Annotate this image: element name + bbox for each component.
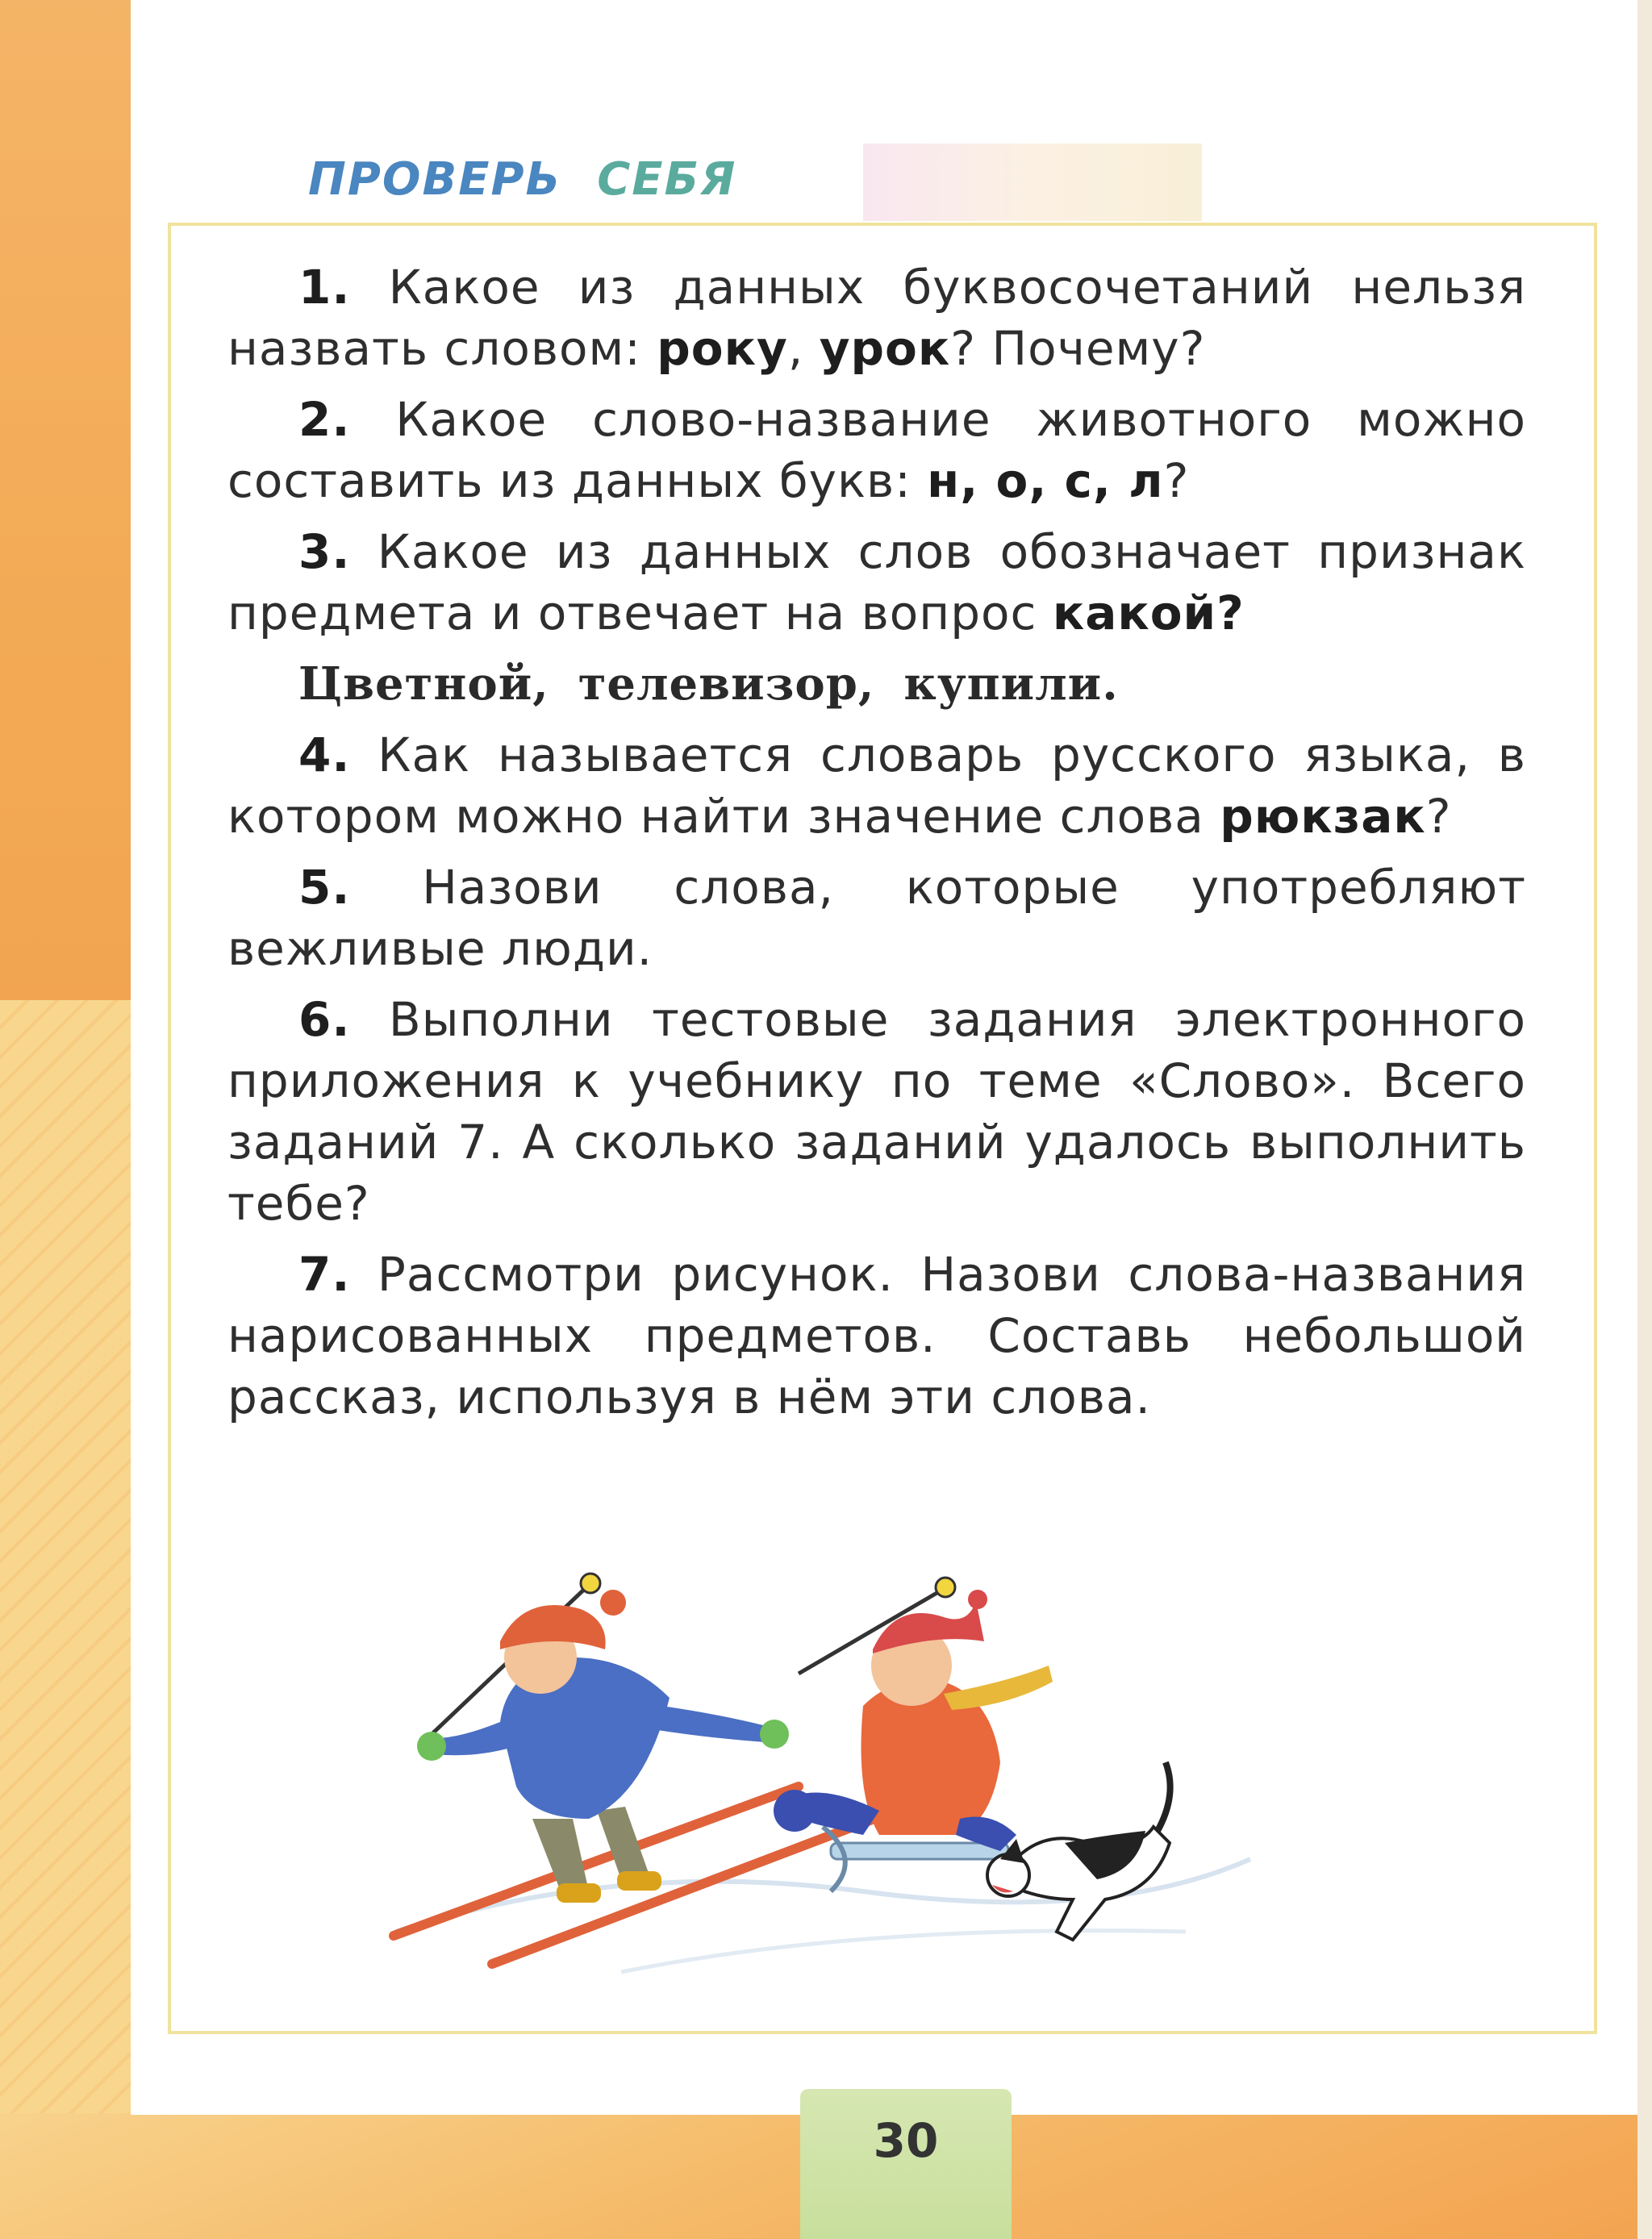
pole-top-icon <box>581 1574 600 1593</box>
question-7: 7. Рассмотри рисунок. Назови слова-названия нарисованных предметов. Составь небольшой рассказ, используя в нём эти слова. <box>227 1247 1526 1424</box>
word-item: Цветной, <box>298 657 549 711</box>
section-heading <box>308 153 736 210</box>
word-item: телевизор, <box>578 657 875 711</box>
left-margin-pattern <box>0 1000 137 2239</box>
question-2: 2. Какое слово-название животного можно составить из данных букв: н, о, с, л? <box>227 392 1526 508</box>
word-list <box>298 653 1526 715</box>
question-number: 1. <box>298 260 351 315</box>
snow-line <box>621 1931 1186 1972</box>
question-3: 3. Какое из данных слов обозначает признак предмета и отвечает на вопрос какой? <box>227 524 1526 640</box>
question-number: 5. <box>298 860 351 915</box>
pole-top-icon <box>936 1578 955 1597</box>
question-4: 4. Как называется словарь русского языка, в котором можно найти значение слова рюкзак? <box>227 728 1526 844</box>
word-item: купили. <box>903 657 1119 711</box>
winter-illustration <box>379 1553 1266 1992</box>
exercise-list <box>227 256 1526 1437</box>
question-number: 6. <box>298 992 351 1047</box>
question-number: 4. <box>298 728 351 782</box>
question-6: 6. Выполни тестовые задания электронного приложения к учебнику по теме «Слово». Всего заданий 7. А сколько заданий удалось выполнить тебе? <box>227 992 1526 1231</box>
question-number: 3. <box>298 524 351 579</box>
left-margin-orange <box>0 0 137 1032</box>
heading-word-1: ПРОВЕРЬ <box>308 153 562 206</box>
question-5: 5. Назови слова, которые употребляют вежливые люди. <box>227 860 1526 976</box>
question-1: 1. Какое из данных буквосочетаний нельзя назвать словом: року, урок? Почему? <box>227 260 1526 376</box>
heading-word-2: СЕБЯ <box>597 153 737 206</box>
question-number: 7. <box>298 1247 351 1302</box>
right-margin <box>1637 0 1652 2239</box>
dog-icon <box>987 1762 1170 1940</box>
page-number: 30 <box>873 2113 939 2168</box>
question-number: 2. <box>298 392 351 447</box>
header-decoration <box>863 144 1202 221</box>
